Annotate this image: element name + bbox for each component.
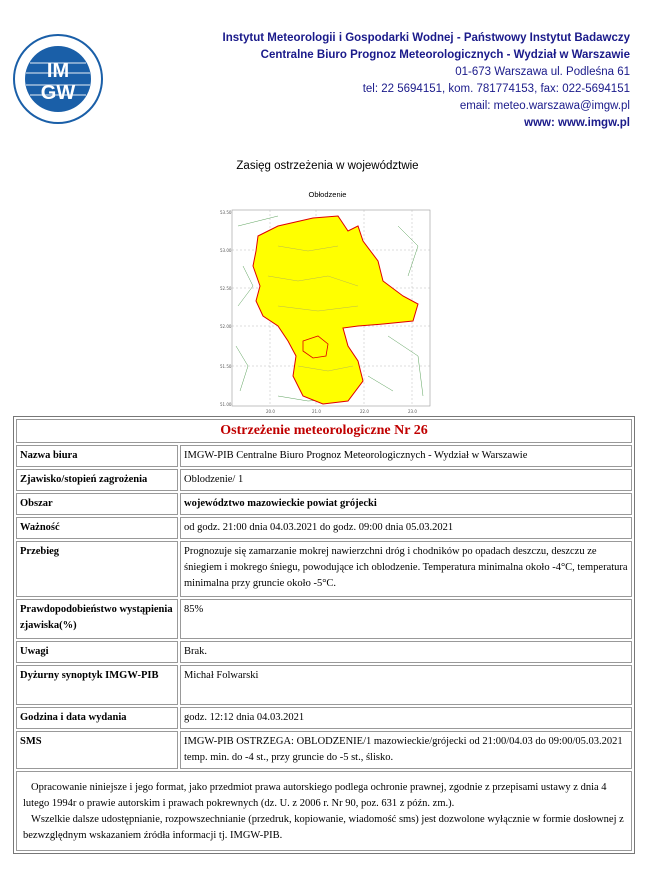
warning-document [13, 416, 635, 854]
institute-name: Instytut Meteorologii i Gospodarki Wodnej - Państwowy Instytut Badawczy [222, 32, 630, 44]
table-row [16, 493, 632, 515]
row-label: Przebieg [16, 541, 178, 597]
logo-text-bottom: GW [40, 82, 76, 104]
y-tick: 53.50 [220, 210, 232, 215]
table-row [16, 541, 632, 597]
row-value: godz. 12:12 dnia 04.03.2021 [180, 707, 632, 729]
table-row [16, 731, 632, 769]
row-value: województwo mazowieckie powiat grójecki [180, 493, 632, 515]
row-value: IMGW-PIB OSTRZEGA: OBLODZENIE/1 mazowieckie/grójecki od 21:00/04.03 do 09:00/05.03.2021 temp. min. do -4 st., przy gruncie do -5 st., ślisko. [180, 731, 632, 769]
table-row [16, 469, 632, 491]
distribution-text: Wszelkie dalsze udostępnianie, rozpowszechnianie (przedruk, kopiowanie, wiadomość sms) jest dozwolone wyłącznie w formie dosłownej z bezwzględnym wskazaniem źródła informacji tj. IMGW-PIB. [23, 814, 624, 841]
y-tick: 52.50 [220, 286, 232, 291]
table-row [16, 641, 632, 663]
office-name: Centralne Biuro Prognoz Meteorologicznych - Wydział w Warszawie [260, 49, 630, 61]
table-row [16, 707, 632, 729]
row-value: 85% [180, 599, 632, 639]
row-label: SMS [16, 731, 178, 769]
logo-text-top: IM [46, 60, 70, 82]
row-label: Nazwa biura [16, 445, 178, 467]
y-tick: 53.00 [220, 248, 232, 253]
row-value: Prognozuje się zamarzanie mokrej nawierzchni dróg i chodników po opadach deszczu, deszczu ze śniegiem i mokrego śniegu, powodujące ich oblodzenie. Temperatura minimalna około -4°C, temperatura minimalna przy gruncie około -5°C. [180, 541, 632, 597]
x-tick: 21.0 [312, 409, 321, 414]
map-title: Obłodzenie [308, 190, 347, 199]
warning-title: Ostrzeżenie meteorologiczne Nr 26 [16, 419, 632, 443]
map-section-title: Zasięg ostrzeżenia w województwie [236, 160, 419, 172]
table-row [16, 445, 632, 467]
row-label: Dyżurny synoptyk IMGW-PIB [16, 665, 178, 705]
phone: tel: 22 5694151, kom. 781774153, fax: 022-5694151 [362, 83, 630, 95]
y-tick: 51.00 [220, 402, 232, 407]
table-row [16, 517, 632, 539]
warning-table [14, 417, 634, 771]
row-label: Obszar [16, 493, 178, 515]
copyright-notice [16, 771, 632, 851]
email[interactable]: email: meteo.warszawa@imgw.pl [459, 100, 630, 112]
institute-header [223, 30, 630, 132]
table-row [16, 599, 632, 639]
row-label: Godzina i data wydania [16, 707, 178, 729]
y-tick: 52.00 [220, 324, 232, 329]
row-label: Ważność [16, 517, 178, 539]
row-value: Oblodzenie/ 1 [180, 469, 632, 491]
website[interactable]: www: www.imgw.pl [524, 117, 630, 129]
row-value: Michał Folwarski [180, 665, 632, 705]
x-tick: 20.0 [266, 409, 275, 414]
row-label: Prawdopodobieństwo wystąpienia zjawiska(%) [16, 599, 178, 639]
y-tick: 51.50 [220, 364, 232, 369]
x-tick: 22.0 [360, 409, 369, 414]
x-tick: 23.0 [408, 409, 417, 414]
address: 01-673 Warszawa ul. Podleśna 61 [455, 66, 630, 78]
imgw-logo [12, 33, 104, 125]
table-row [16, 665, 632, 705]
row-label: Zjawisko/stopień zagrożenia [16, 469, 178, 491]
copyright-text: Opracowanie niniejsze i jego format, jako przedmiot prawa autorskiego podlega ochronie prawnej, zgodnie z przepisami ustawy z dnia 4 lutego 1994r o prawie autorskim i prawach pokrewnych (dz. U. z 2006 r. Nr 90, poz. 631 z późn. zm.). [23, 782, 607, 809]
row-value: IMGW-PIB Centralne Biuro Prognoz Meteorologicznych - Wydział w Warszawie [180, 445, 632, 467]
row-label: Uwagi [16, 641, 178, 663]
warning-map [218, 206, 436, 416]
row-value: od godz. 21:00 dnia 04.03.2021 do godz. 09:00 dnia 05.03.2021 [180, 517, 632, 539]
row-value: Brak. [180, 641, 632, 663]
